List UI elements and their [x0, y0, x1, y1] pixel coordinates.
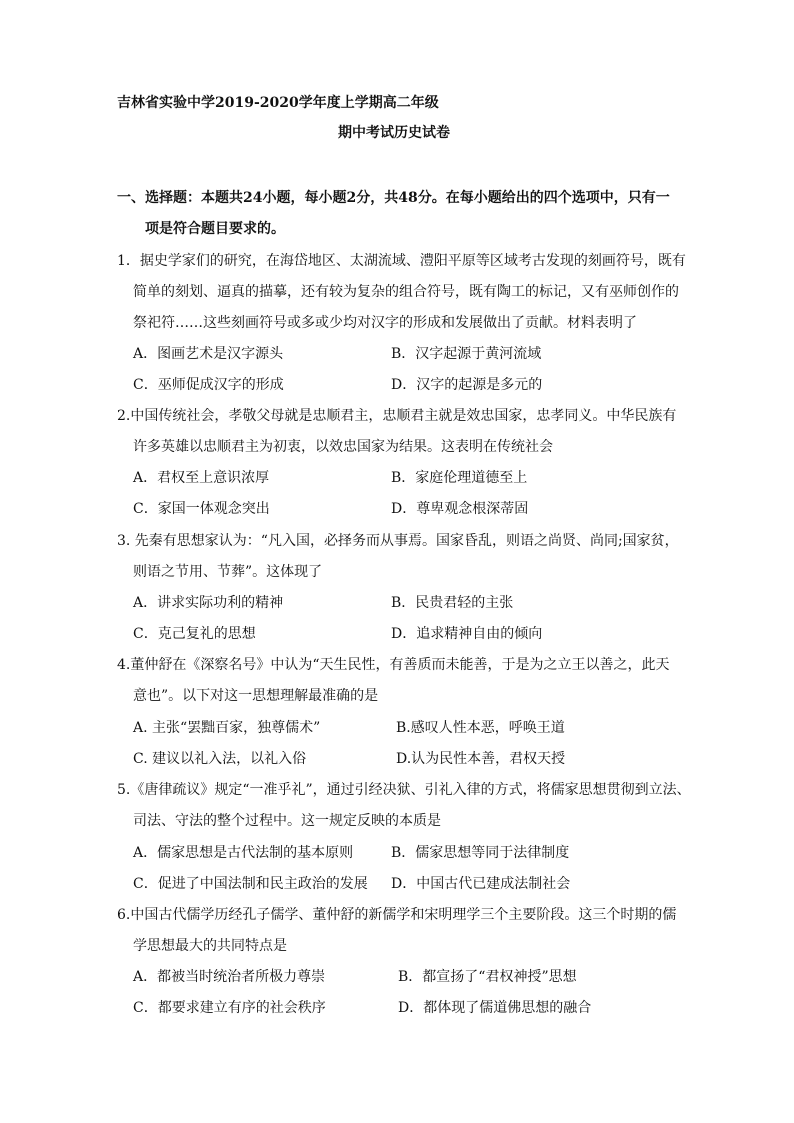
option-d: D．都体现了儒道佛思想的融合	[398, 1000, 592, 1016]
option-d: D.认为民性本善，君权天授	[396, 751, 566, 767]
option-c: C．都要求建立有序的社会秩序	[133, 1000, 326, 1016]
option-a: A. 主张“罢黜百家，独尊儒术”	[133, 720, 321, 736]
option-c: C．克己复礼的思想	[133, 626, 256, 642]
option-b: B．都宣扬了“君权神授”思想	[398, 969, 577, 985]
question-text: 司法、守法的整个过程中。这一规定反映的本质是	[133, 813, 441, 829]
question-text: 2.中国传统社会，孝敬父母就是忠顺君主，忠顺君主就是效忠国家，忠孝同义。中华民族有	[117, 408, 677, 424]
option-a: A．都被当时统治者所极力尊崇	[133, 969, 326, 985]
section-heading-cont: 项是符合题目要求的。	[145, 221, 285, 237]
option-d: D．追求精神自由的倾向	[391, 626, 543, 642]
option-a: A．儒家思想是古代法制的基本原则	[133, 845, 354, 861]
option-b: B．民贵君轻的主张	[391, 595, 514, 611]
question-text: 学思想最大的共同特点是	[133, 938, 287, 954]
question-text: 祭祀符……这些刻画符号或多或少均对汉字的形成和发展做出了贡献。材料表明了	[133, 315, 637, 331]
option-d: D．汉字的起源是多元的	[391, 377, 543, 393]
exam-subject-title: 期中考试历史试卷	[338, 125, 450, 141]
question-text: 1．据史学家们的研究，在海岱地区、太湖流域、澧阳平原等区域考古发现的刻画符号，既有	[117, 253, 686, 269]
question-text: 6.中国古代儒学历经孔子儒学、董仲舒的新儒学和宋明理学三个主要阶段。这三个时期的儒	[117, 907, 677, 923]
section-heading: 一、选择题：本题共24小题，每小题2分，共48分。在每小题给出的四个选项中，只有一	[117, 190, 670, 206]
option-b: B．家庭伦理道德至上	[391, 470, 528, 486]
option-b: B．儒家思想等同于法律制度	[391, 845, 570, 861]
option-c: C. 建议以礼入法，以礼入俗	[133, 751, 307, 767]
option-a: A．讲求实际功利的精神	[133, 595, 284, 611]
question-text: 简单的刻划、逼真的描摹，还有较为复杂的组合符号，既有陶工的标记，又有巫师创作的	[133, 284, 679, 300]
exam-school-title: 吉林省实验中学2019-2020学年度上学期高二年级	[117, 95, 439, 111]
question-text: 3. 先秦有思想家认为：“凡入国，必择务而从事焉。国家昏乱，则语之尚贤、尚同;国家贫，	[117, 533, 679, 549]
option-c: C．家国一体观念突出	[133, 501, 270, 517]
option-c: C．巫师促成汉字的形成	[133, 377, 284, 393]
option-d: D．中国古代已建成法制社会	[391, 876, 571, 892]
question-text: 许多英雄以忠顺君主为初衷，以效忠国家为结果。这表明在传统社会	[133, 439, 553, 455]
option-d: D．尊卑观念根深蒂固	[391, 501, 529, 517]
question-text: 意也”。以下对这一思想理解最准确的是	[133, 688, 379, 704]
question-text: 则语之节用、节葬”。这体现了	[133, 564, 323, 580]
question-text: 5.《唐律疏议》规定“一准乎礼”，通过引经决狱、引礼入律的方式，将儒家思想贯彻到立法、	[117, 782, 691, 798]
option-a: A．图画艺术是汉字源头	[133, 346, 284, 362]
option-c: C．促进了中国法制和民主政治的发展	[133, 876, 368, 892]
option-b: B．汉字起源于黄河流域	[391, 346, 542, 362]
question-text: 4.董仲舒在《深察名号》中认为“天生民性，有善质而未能善，于是为之立王以善之，此天	[117, 657, 670, 673]
option-a: A．君权至上意识浓厚	[133, 470, 270, 486]
option-b: B.感叹人性本恶，呼唤王道	[396, 720, 565, 736]
